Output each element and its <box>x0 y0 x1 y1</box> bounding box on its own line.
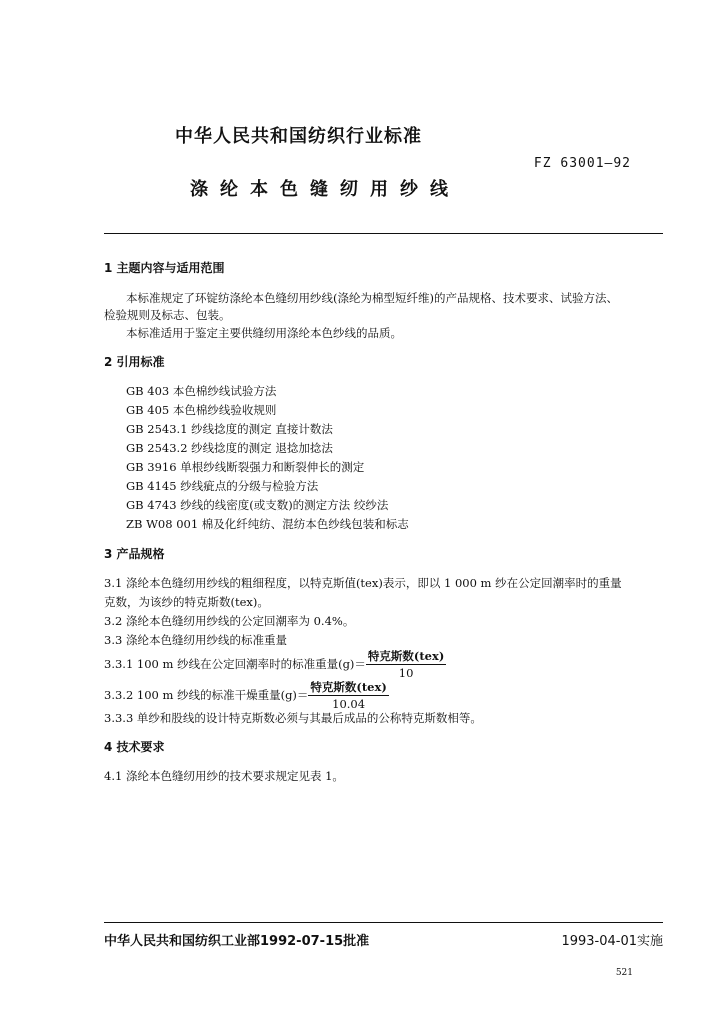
item-3-3-3: 3.3.3 单纱和股线的设计特克斯数必须与其最后成品的公称特克斯数相等。 <box>104 711 482 725</box>
formula-fraction <box>308 679 388 711</box>
reference-item: GB 405 本色棉纱线验收规则 <box>126 403 277 417</box>
formula-fraction <box>366 648 446 680</box>
item-3-1-line2: 克数，为该纱的特克斯数(tex)。 <box>104 595 269 609</box>
reference-item: GB 403 本色棉纱线试验方法 <box>126 384 277 398</box>
reference-item: GB 2543.1 纱线捻度的测定 直接计数法 <box>126 422 333 436</box>
section1-para1-line1: 本标准规定了环锭纺涤纶本色缝纫用纱线(涤纶为棉型短纤维)的产品规格、技术要求、试验方法、 <box>126 291 618 305</box>
bottom-rule <box>104 922 663 923</box>
section3-heading: 3 产品规格 <box>104 547 165 561</box>
item-4-1: 4.1 涤纶本色缝纫用纱的技术要求规定见表 1。 <box>104 769 344 783</box>
section1-heading: 1 主题内容与适用范围 <box>104 261 225 275</box>
formula-denominator: 10 <box>398 666 414 680</box>
item-3-3: 3.3 涤纶本色缝纫用纱线的标准重量 <box>104 633 287 647</box>
section4-heading: 4 技术要求 <box>104 740 165 754</box>
implementation-date: 1993-04-01实施 <box>561 934 663 949</box>
item-3-3-2-label: 3.3.2 100 m 纱线的标准干燥重量(g)＝ <box>104 688 309 702</box>
section1-para1-line2: 检验规则及标志、包装。 <box>104 308 231 322</box>
reference-item: GB 2543.2 纱线捻度的测定 退捻加捻法 <box>126 441 333 455</box>
formula-numerator: 特克斯数(tex) <box>367 649 445 663</box>
reference-item: ZB W08 001 棉及化纤纯纺、混纺本色纱线包装和标志 <box>126 517 409 531</box>
document-title: 涤纶本色缝纫用纱线 <box>190 179 460 200</box>
item-3-3-2 <box>104 679 389 711</box>
item-3-1-line1: 3.1 涤纶本色缝纫用纱线的粗细程度，以特克斯值(tex)表示，即以 1 000 m 纱在公定回潮率时的重量 <box>104 576 622 590</box>
page-number: 521 <box>615 968 633 978</box>
reference-item: GB 4743 纱线的线密度(或支数)的测定方法 绞纱法 <box>126 498 389 512</box>
approval-line: 中华人民共和国纺织工业部1992-07-15批准 <box>104 934 370 949</box>
section2-heading: 2 引用标准 <box>104 355 165 369</box>
header-organization: 中华人民共和国纺织行业标准 <box>175 126 422 147</box>
standard-code: FZ 63001—92 <box>533 156 631 171</box>
formula-numerator: 特克斯数(tex) <box>310 680 387 694</box>
item-3-3-1 <box>104 648 446 680</box>
item-3-2: 3.2 涤纶本色缝纫用纱线的公定回潮率为 0.4%。 <box>104 614 355 628</box>
top-rule <box>104 233 663 234</box>
item-3-3-1-label: 3.3.1 100 m 纱线在公定回潮率时的标准重量(g)＝ <box>104 657 366 671</box>
section1-para2: 本标准适用于鉴定主要供缝纫用涤纶本色纱线的品质。 <box>126 326 402 340</box>
reference-item: GB 4145 纱线疵点的分级与检验方法 <box>126 479 319 493</box>
formula-denominator: 10.04 <box>332 697 366 711</box>
reference-item: GB 3916 单根纱线断裂强力和断裂伸长的测定 <box>126 460 365 474</box>
